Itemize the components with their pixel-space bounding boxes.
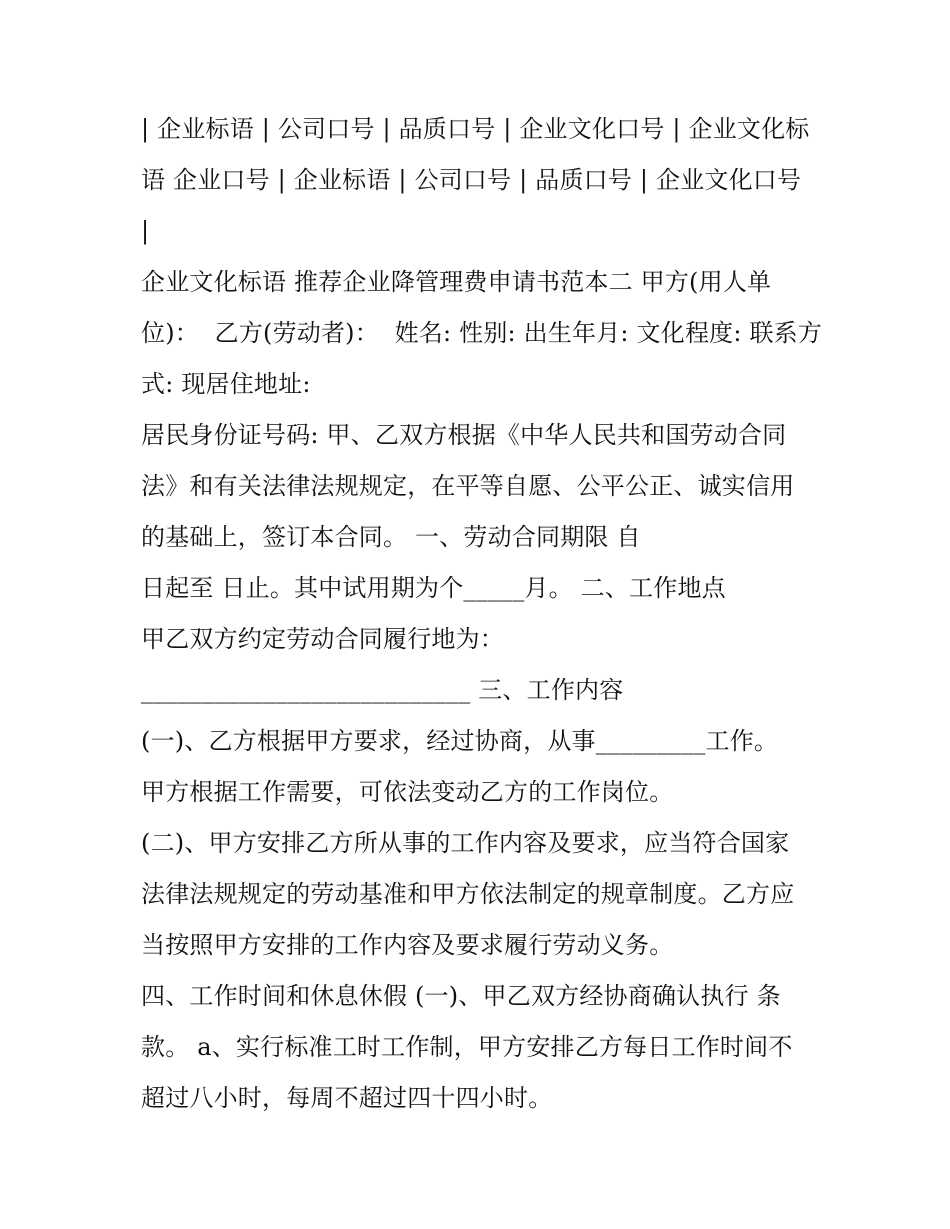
text-line-18: 四、工作时间和休息休假 (一)、甲乙双方经协商确认执行 条 [141, 982, 781, 1010]
text-line-4: 企业文化标语 推荐企业降管理费申请书范本二 甲方(用人单 [141, 268, 772, 296]
text-line-14: 甲方根据工作需要，可依法变动乙方的工作岗位。 [141, 778, 674, 806]
document-page [141, 104, 821, 1124]
text-line-7: 居民身份证号码: 甲、乙双方根据《中华人民共和国劳动合同 [141, 421, 787, 449]
text-line-10: 日起至 日止。其中试用期为个_____月。 二、工作地点 [141, 574, 726, 602]
text-line-9: 的基础上，签订本合同。 一、劳动合同期限 自 [141, 523, 641, 551]
text-line-19: 款。 a、实行标准工时工作制，甲方安排乙方每日工作时间不 [141, 1033, 793, 1061]
text-line-8: 法》和有关法律法规规定，在平等自愿、公平公正、诚实信用 [141, 472, 795, 500]
text-line-1: | 企业标语 | 公司口号 | 品质口号 | 企业文化口号 | 企业文化标 [141, 115, 810, 143]
text-line-5: 位)： 乙方(劳动者)： 姓名: 性别: 出生年月: 文化程度: 联系方 [141, 319, 823, 347]
text-line-16: 法律法规规定的劳动基准和甲方依法制定的规章制度。乙方应 [141, 880, 795, 908]
text-line-12: ___________________________ 三、工作内容 [141, 676, 624, 704]
text-line-17: 当按照甲方安排的工作内容及要求履行劳动义务。 [141, 931, 674, 959]
text-line-2: 语 企业口号 | 企业标语 | 公司口号 | 品质口号 | 企业文化口号 [141, 166, 802, 194]
text-line-20: 超过八小时，每周不超过四十四小时。 [141, 1084, 553, 1112]
text-line-6: 式: 现居住地址: [141, 370, 311, 398]
text-line-3: | [141, 217, 150, 245]
text-line-13: (一)、乙方根据甲方要求，经过协商，从事_________工作。 [141, 727, 779, 755]
text-line-15: (二)、甲方安排乙方所从事的工作内容及要求，应当符合国家 [141, 829, 790, 857]
text-line-11: 甲乙双方约定劳动合同履行地为： [141, 625, 504, 653]
